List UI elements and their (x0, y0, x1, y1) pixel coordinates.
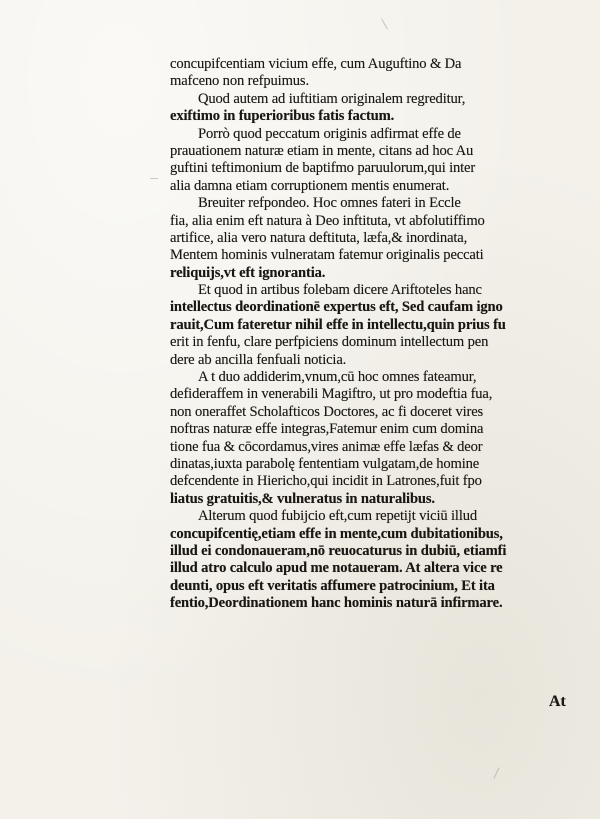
text-line: illud atro calculo apud me notaueram. At altera vice re (170, 560, 503, 577)
text-line: alia damna etiam corruptionem mentis enumerat. (170, 177, 450, 194)
text-line: defcendente in Hiericho,qui incidit in Latrones,fuit fpo (170, 473, 482, 490)
text-line: Et quod in artibus folebam dicere Ariftoteles hanc (198, 282, 482, 299)
text-line: Alterum quod fubijcio eft,cum repetijt viciū illud (198, 508, 478, 525)
text-line: exiftimo in fuperioribus fatis factum. (170, 108, 395, 125)
text-line: fia, alia enim eft natura à Deo inftituta, vt abfolutiffimo (170, 212, 485, 229)
text-line: Breuiter refpondeo. Hoc omnes fateri in Eccle (198, 195, 461, 212)
text-line: illud ei condonaueram,nō reuocaturus in dubiū, etiamfi (170, 542, 507, 559)
body-text (170, 56, 578, 613)
text-line: mafceno non refpuimus. (170, 73, 309, 90)
text-line: guftini teftimonium de baptifmo paruulorum,qui inter (170, 160, 476, 177)
text-line: liatus gratuitis,& vulneratus in naturalibus. (170, 490, 435, 507)
text-line: rauit,Cum fateretur nihil effe in intellectu,quin prius fu (170, 316, 506, 333)
text-line: Porrò quod peccatum originis adfirmat effe de (198, 125, 461, 142)
text-line: Quod autem ad iuftitiam originalem regreditur, (198, 90, 466, 107)
text-line: concupifcentię,etiam effe in mente,cum dubitationibus, (170, 525, 503, 542)
text-line: noftras naturæ effe integras,Fatemur enim cum domina (170, 421, 484, 438)
text-line: tione fua & cōcordamus,vires animæ effe læfas & deor (170, 438, 483, 455)
text-line: A t duo addiderim,vnum,cū hoc omnes fateamur, (198, 369, 477, 386)
bleed-through-mark (494, 767, 500, 778)
bleed-through-mark (150, 178, 158, 179)
text-line: fentio,Deordinationem hanc hominis naturā infirmare. (170, 595, 503, 612)
text-line: deunti, opus eft veritatis affumere patrocinium, Et ita (170, 577, 495, 594)
text-line: dere ab ancilla fenfuali noticia. (170, 351, 347, 368)
text-line: prauationem naturæ etiam in mente, citans ad hoc Au (170, 142, 474, 159)
text-line: dinatas,iuxta parabolę fententiam vulgatam,de homine (170, 455, 480, 472)
text-line: artifice, alia vero natura deftituta, læfa,& inordinata, (170, 229, 468, 246)
text-line: defideraffem in venerabili Magiftro, ut pro modeftia fua, (170, 386, 493, 403)
text-line: reliquijs,vt eft ignorantia. (170, 264, 326, 281)
text-line: Mentem hominis vulneratam fatemur originalis peccati (170, 247, 484, 264)
text-line: non oneraffet Scholafticos Doctores, ac fi doceret vires (170, 403, 484, 420)
bleed-through-mark (381, 19, 388, 30)
text-line: erit in fenfu, clare perfpiciens dominum intellectum pen (170, 334, 489, 351)
text-line: concupifcentiam vicium effe, cum Auguftino & Da (170, 56, 462, 72)
catchword: At (549, 693, 566, 710)
text-line: intellectus deordinationē expertus eft, Sed caufam igno (170, 299, 503, 316)
